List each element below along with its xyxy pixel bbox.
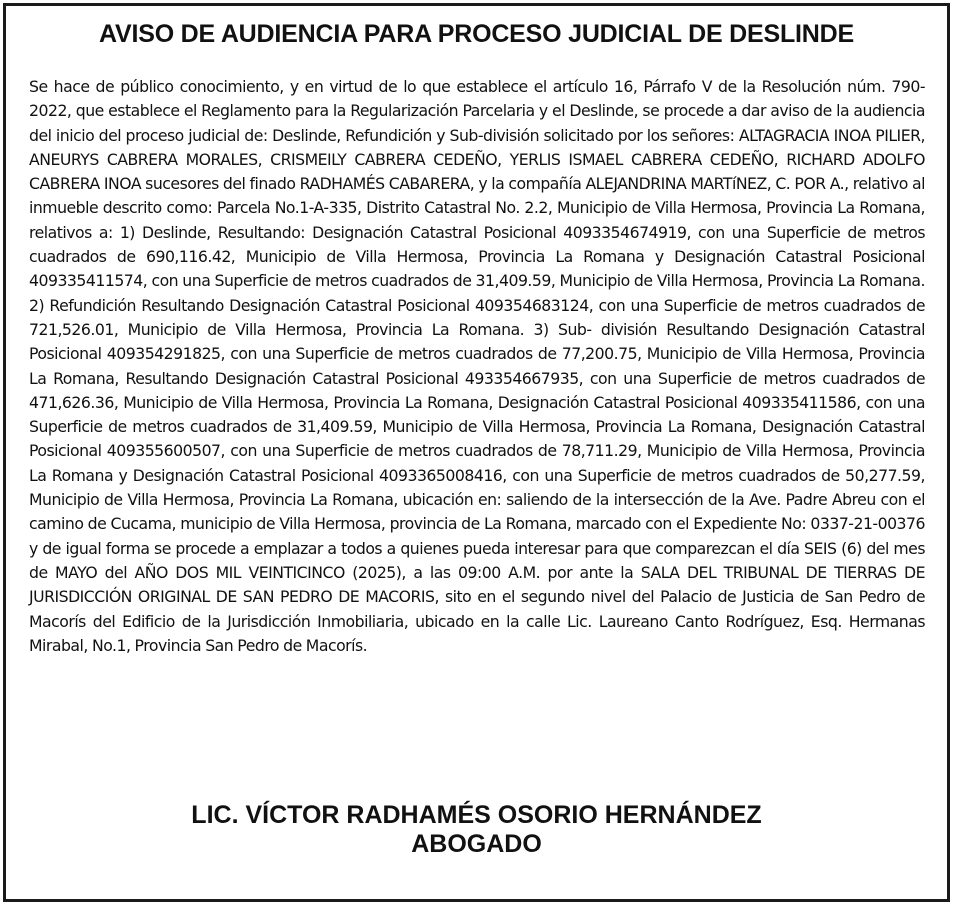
signature-role: ABOGADO — [411, 830, 542, 858]
notice-body: Se hace de público conocimiento, y en virtud de lo que establece el artículo 16, Párrafo V de la Resolución núm. 790-2022, que establece el Reglamento para la Regularización Parcelaria y el Deslinde, se procede a dar aviso de la audiencia del inicio del proceso judicial de: Deslinde, Refundición y Sub-división solicitado por los señores: ALTAGRACIA INOA PILIER, ANEURYS CABRERA MORALES, CRISMEILY CABRERA CEDEÑO, YERLIS ISMAEL CABRERA CEDEÑO, RICHARD ADOLFO CABRERA INOA sucesores del finado RADHAMÉS CABARERA, y la compañía ALEJANDRINA MARTíNEZ, C. POR A., relativo al inmueble descrito como: Parcela No.1-A-335, Distrito Catastral No. 2.2, Municipio de Villa Hermosa, Provincia La Romana, relativos a: 1) Deslinde, Resultando: Designación Catastral Posicional 4093354674919, con una Superficie de metros cuadrados de 690,116.42, Municipio de Villa Hermosa, Provincia La Romana y Designación Catastral Posicional 409335411574, con una Superficie de metros cuadrados de 31,409.59, Municipio de Villa Hermosa, Provincia La Romana. 2) Refundición Resultando Designación Catastral Posicional 409354683124, con una Superficie de metros cuadrados de 721,526.01, Municipio de Villa Hermosa, Provincia La Romana. 3) Sub- división Resultando Designación Catastral Posicional 409354291825, con una Superficie de metros cuadrados de 77,200.75, Municipio de Villa Hermosa, Provincia La Romana, Resultando Designación Catastral Posicional 493354667935, con una Superficie de metros cuadrados de 471,626.36, Municipio de Villa Hermosa, Provincia La Romana, Designación Catastral Posicional 409335411586, con una Superficie de metros cuadrados de 31,409.59, Municipio de Villa Hermosa, Provincia La Romana, Designación Catastral Posicional 409355600507, con una Superficie de metros cuadrados de 78,711.29, Municipio de Villa Hermosa, Provincia La Romana y Designación Catastral Posicional 4093365008416, con una Superficie de metros cuadrados de 50,277.59, Municipio de Villa Hermosa, Provincia La Romana, ubicación en: saliendo de la intersección de la Ave. Padre Abreu con el camino de Cucama, municipio de Villa Hermosa, provincia de La Romana, marcado con el Expediente No: 0337-21-00376 y de igual forma se procede a emplazar a todos a quienes pueda interesar para que comparezcan el día SEIS (6) del mes de MAYO del AÑO DOS MIL VEINTICINCO (2025), a las 09:00 A.M. por ante la SALA DEL TRIBUNAL DE TIERRAS DE JURISDICCIÓN ORIGINAL DE SAN PEDRO DE MACORIS, sito en el segundo nivel del Palacio de Justicia de San Pedro de Macorís del Edificio de la Jurisdicción Inmobiliaria, ubicado en la calle Lic. Laureano Canto Rodríguez, Esq. Hermanas Mirabal, No.1, Provincia San Pedro de Macorís. — [29, 77, 925, 655]
notice-frame — [3, 3, 950, 902]
notice-title: AVISO DE AUDIENCIA PARA PROCESO JUDICIAL DE DESLINDE — [99, 20, 854, 48]
signature-name: LIC. VÍCTOR RADHAMÉS OSORIO HERNÁNDEZ — [191, 801, 762, 829]
signature-block — [6, 801, 947, 859]
